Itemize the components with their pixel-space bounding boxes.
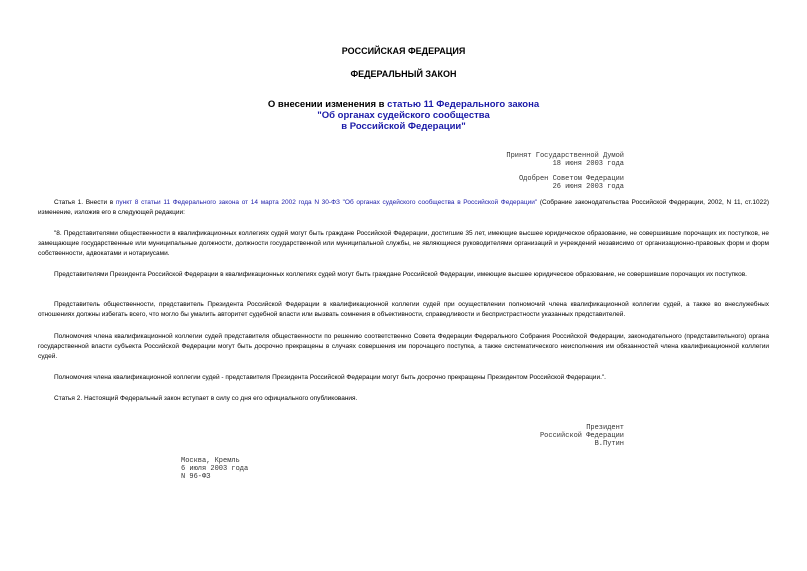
- country-heading: РОССИЙСКАЯ ФЕДЕРАЦИЯ: [341, 46, 466, 56]
- place-city: Москва, Кремль: [181, 457, 240, 465]
- place-date-block: [181, 457, 248, 481]
- president-representatives-paragraph: Представителями Президента Российской Федерации в квалификационных коллегиях судей могут быть граждане Российской Федерации, имеющие высшее юридическое образование, не совершившие порочащих их поступков.: [54, 271, 747, 278]
- title-line-2[interactable]: "Об органах судейского сообщества: [317, 110, 490, 121]
- paragraph-8-text: "8. Представителями общественности в квалификационных коллегиях судей могут быть граждане Российской Федерации, достигшие 35 лет, имеющие высшее юридическое образование, не совершившие порочащих их поступков, не замещающие государственные или муниципальные должности, должности государственной или муниципальной службы, не являющиеся руководителями организаций и учреждений независимо от организационно-правовых форм и форм собственности, адвокатами и нотариусами.: [38, 230, 769, 257]
- approval-block: [519, 175, 624, 191]
- signer-title-2: Российской Федерации: [539, 432, 624, 440]
- adopted-date: 18 июня 2003 года: [552, 160, 624, 168]
- conduct-paragraph: Представитель общественности, представитель Президента Российской Федерации в квалификационной коллегии судей при осуществлении полномочий члена квалификационной коллегии судей, а также во внеслужебных отношениях должны избегать всего, что могло бы умалить авторитет судебной власти или вызвать сомнения в объективности, справедливости и беспристрастности указанных представителей.: [38, 301, 769, 318]
- signer-title-1: Президент: [586, 424, 624, 432]
- doc-type-heading: ФЕДЕРАЛЬНЫЙ ЗАКОН: [350, 69, 457, 79]
- signer-name: В.Путин: [594, 440, 624, 448]
- approved-date: 26 июня 2003 года: [552, 183, 624, 191]
- law-reference-link[interactable]: пункт 8 статьи 11 Федерального закона от 14 марта 2002 года N 30-ФЗ "Об органах судейского сообщества в Российской Федерации": [115, 199, 538, 206]
- law-number: N 96-ФЗ: [181, 473, 211, 481]
- title-line-3[interactable]: в Российской Федерации": [341, 121, 466, 132]
- title-prefix: О внесении изменения в: [267, 99, 388, 110]
- article-2-paragraph: Статья 2. Настоящий Федеральный закон вступает в силу со дня его официального опубликования.: [54, 395, 358, 402]
- approved-label: Одобрен Советом Федерации: [518, 175, 624, 183]
- termination-public-paragraph: Полномочия члена квалификационной коллегии судей представителя общественности по решению соответственно Совета Федерации Федерального Собрания Российской Федерации, законодательного (представительного) органа государственной власти субъекта Российской Федерации могут быть досрочно прекращены в случаях совершения им порочащего поступка, а также систематического неисполнения им обязанностей члена квалификационной коллегии судей.: [38, 333, 769, 360]
- adopted-label: Принят Государственной Думой: [506, 152, 624, 160]
- adoption-block: [506, 152, 624, 168]
- place-date: 6 июля 2003 года: [181, 465, 249, 473]
- article-1-rest: (Собрание законодательства Российской Федерации, 2002, N 11, ст.1022) изменение, изложив его в следующей редакции:: [38, 199, 769, 216]
- title-article-link[interactable]: статью 11 Федерального закона: [387, 99, 540, 110]
- document-title: [0, 99, 807, 132]
- signature-block: [540, 424, 624, 448]
- article-1-intro: Статья 1. Внести в: [54, 199, 116, 206]
- article-1-paragraph: [38, 198, 769, 218]
- termination-president-paragraph: Полномочия члена квалификационной коллегии судей - представителя Президента Российской Федерации могут быть досрочно прекращены Президентом Российской Федерации.".: [54, 374, 606, 381]
